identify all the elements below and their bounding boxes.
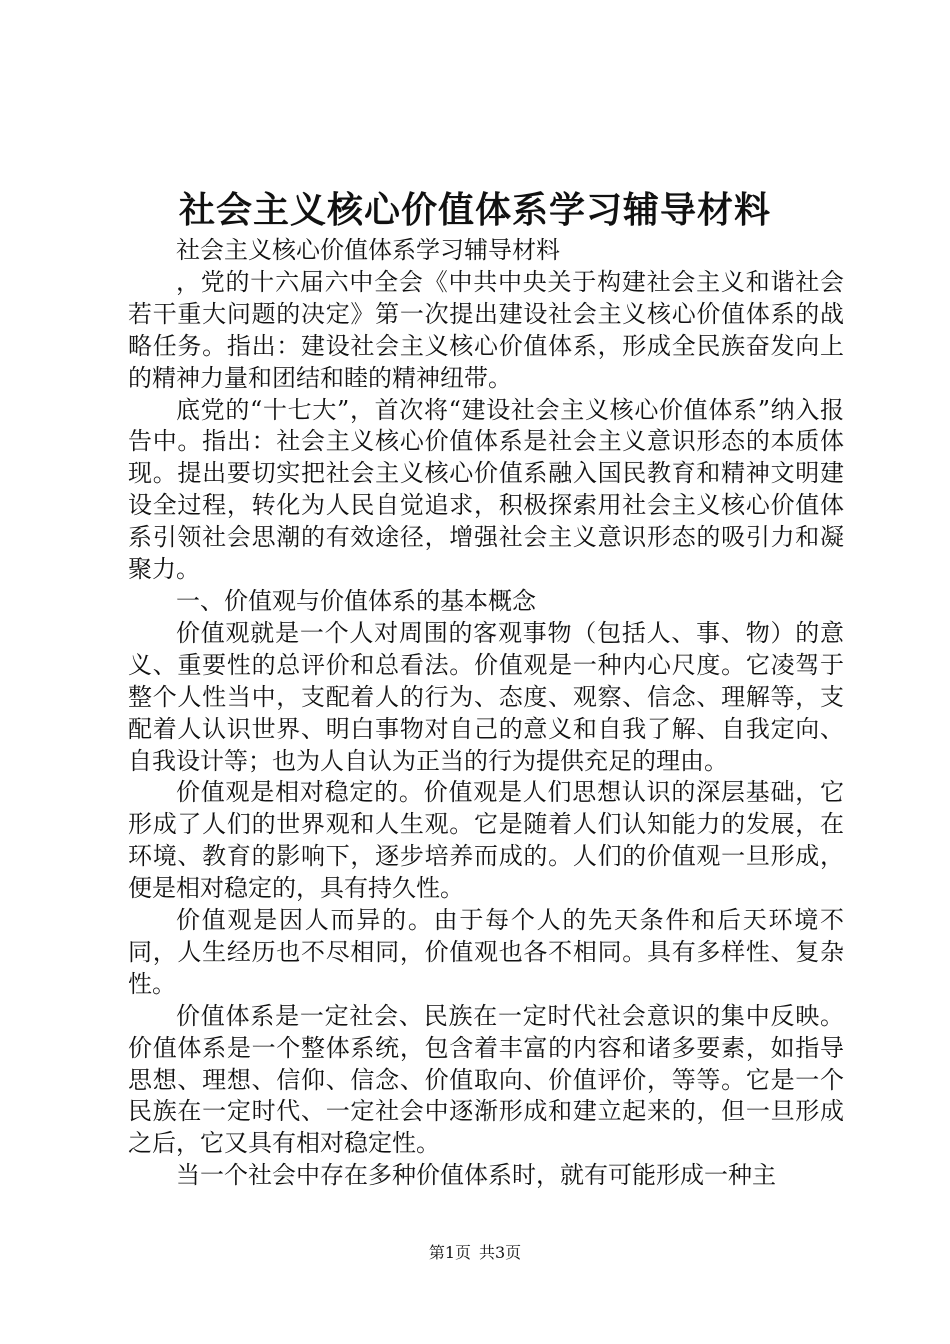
page-number: 第1页: [428, 1243, 471, 1262]
body-paragraph: 价值体系是一定社会、民族在一定时代社会意识的集中反映。价值体系是一个整体系统，包含着丰富的内容和诸多要素，如指导思想、理想、信仰、信念、价值取向、价值评价，等等。它是一个民族在一定时代、一定社会中逐渐形成和建立起来的，但一旦形成之后，它又具有相对稳定性。: [128, 1001, 844, 1158]
body-paragraph: 价值观是因人而异的。由于每个人的先天条件和后天环境不同，人生经历也不尽相同，价值观也各不相同。具有多样性、复杂性。: [128, 906, 844, 998]
document-title: 社会主义核心价值体系学习辅导材料: [178, 189, 771, 231]
body-paragraph: 价值观是相对稳定的。价值观是人们思想认识的深层基础，它形成了人们的世界观和人生观。它是随着人们认知能力的发展，在环境、教育的影响下，逐步培养而成的。人们的价值观一旦形成，便是相对稳定的，具有持久性。: [128, 778, 844, 903]
section-heading: 一、价值观与价值体系的基本概念: [176, 586, 536, 615]
page-footer: [0, 1242, 950, 1264]
document-body: [128, 235, 844, 1192]
subtitle-paragraph: 社会主义核心价值体系学习辅导材料: [176, 236, 560, 264]
body-paragraph: ，党的十六届六中全会《中共中央关于构建社会主义和谐社会若干重大问题的决定》第一次提出建设社会主义核心价值体系的战略任务。指出：建设社会主义核心价值体系，形成全民族奋发向上的精神力量和团结和睦的精神纽带。: [128, 267, 844, 392]
body-paragraph: 当一个社会中存在多种价值体系时，就有可能形成一种主: [176, 1161, 776, 1190]
page-total: 共3页: [479, 1243, 522, 1262]
body-paragraph: 价值观就是一个人对周围的客观事物（包括人、事、物）的意义、重要性的总评价和总看法。价值观是一种内心尺度。它凌驾于整个人性当中，支配着人的行为、态度、观察、信念、理解等，支配着人认识世界、明白事物对自己的意义和自我了解、自我定向、自我设计等；也为人自认为正当的行为提供充足的理由。: [128, 618, 844, 775]
body-paragraph: 底党的“十七大”，首次将“建设社会主义核心价值体系”纳入报告中。指出：社会主义核心价值体系是社会主义意识形态的本质体现。提出要切实把社会主义核心价值系融入国民教育和精神文明建设全过程，转化为人民自觉追求，积极探索用社会主义核心价值体系引领社会思潮的有效途径，增强社会主义意识形态的吸引力和凝聚力。: [128, 395, 844, 584]
